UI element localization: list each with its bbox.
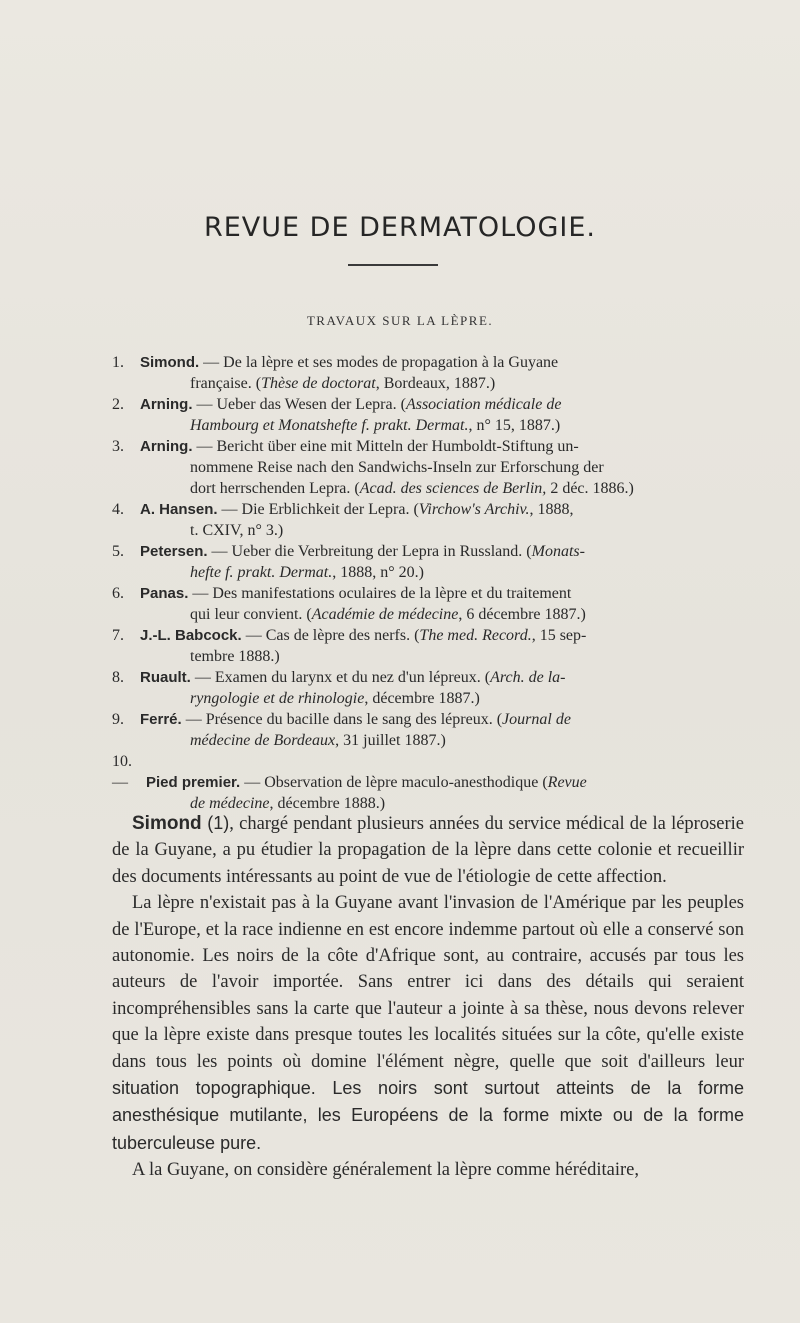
footnote-ref: (1) bbox=[201, 813, 230, 833]
ref-text: — Présence du bacille dans le sang des lépreux. ( bbox=[185, 711, 503, 728]
ref-author: Petersen. bbox=[140, 543, 208, 560]
ref-author: Panas. bbox=[140, 585, 189, 602]
ref-number: 7. bbox=[112, 627, 124, 644]
reference-list bbox=[112, 352, 744, 814]
ref-source: de médecine bbox=[190, 795, 270, 812]
ref-source: Revue bbox=[547, 774, 587, 791]
reference-item bbox=[112, 499, 744, 541]
ref-number: 2. bbox=[112, 396, 124, 413]
paragraph bbox=[112, 890, 744, 1157]
ref-author: A. Hansen. bbox=[140, 501, 218, 518]
reference-item bbox=[112, 751, 744, 814]
ref-author: Ferré. bbox=[140, 711, 182, 728]
ref-text: dort herrschenden Lepra. ( bbox=[190, 480, 360, 497]
ref-number: 6. bbox=[112, 585, 124, 602]
paragraph-text: La lèpre n'existait pas à la Guyane avant l'invasion de l'Amérique par les peuples de l'Europe, et la race indienne en est encore indemme partout où elle a conservé son autonomie. Les noirs de la côte d'Afrique sont, au contraire, accusés par tous les auteurs de l'avoir importée. Sans entrer ici dans des détails qui seraient incompréhensibles sans la carte que l'auteur a jointe à sa thèse, nous devons relever que la lèpre existe dans presque toutes les localités situées sur la côte, qu'elle existe dans tous les points où domine l'élément nègre, quelle que soit d'ailleurs leur bbox=[112, 893, 744, 1072]
ref-author: J.-L. Babcock. bbox=[140, 627, 242, 644]
reference-item bbox=[112, 709, 744, 751]
paragraph bbox=[112, 810, 744, 890]
ref-text: t. CXIV, n° 3.) bbox=[190, 522, 284, 539]
ref-number: 4. bbox=[112, 501, 124, 518]
ref-text: — Ueber die Verbreitung der Lepra in Russland. ( bbox=[211, 543, 532, 560]
reference-item bbox=[112, 352, 744, 394]
ref-text: — Des manifestations oculaires de la lèpre et du traitement bbox=[192, 585, 572, 602]
ref-source: Arch. de la- bbox=[490, 669, 566, 686]
ref-source: médecine de Bordeaux bbox=[190, 732, 336, 749]
ref-text: , 15 sep- bbox=[531, 627, 587, 644]
journal-title: REVUE DE DERMATOLOGIE. bbox=[203, 212, 596, 243]
ref-source: Thèse de doctorat bbox=[261, 375, 376, 392]
ref-text: qui leur convient. ( bbox=[190, 606, 312, 623]
author-name: Simond bbox=[132, 813, 202, 834]
ref-source: Virchow's Archiv. bbox=[418, 501, 530, 518]
ref-text: — Bericht über eine mit Mitteln der Humboldt-Stiftung un- bbox=[196, 438, 579, 455]
paragraph-text: , chargé pendant plusieurs années du service médical de la léproserie de la Guyane, a pu étudier la propagation de la lèpre dans cette colonie et recueillir des documents intéressants au point de vue de l'étiologie de cette affection. bbox=[112, 814, 745, 887]
ref-author: Simond. bbox=[140, 354, 200, 371]
reference-item bbox=[112, 667, 744, 709]
ref-source: Association médicale de bbox=[405, 396, 562, 413]
paragraph bbox=[112, 1157, 744, 1183]
ref-source: The med. Record. bbox=[419, 627, 532, 644]
paragraph-text: A la Guyane, on considère généralement la lèpre comme héréditaire, bbox=[132, 1160, 639, 1181]
ref-number: 10.— bbox=[112, 753, 132, 791]
ref-author: Ruault. bbox=[140, 669, 191, 686]
ref-source: Monats- bbox=[531, 543, 585, 560]
ref-source: Acad. des sciences de Berlin, bbox=[359, 480, 547, 497]
ref-text: française. ( bbox=[190, 375, 262, 392]
ref-text: — Die Erblichkeit der Lepra. ( bbox=[221, 501, 419, 518]
ref-source: ryngologie et de rhinologie bbox=[190, 690, 365, 707]
ref-source: Académie de médecine bbox=[311, 606, 459, 623]
title-rule bbox=[348, 264, 438, 266]
ref-number: 8. bbox=[112, 669, 124, 686]
ref-number: 3. bbox=[112, 438, 124, 455]
ref-number: 5. bbox=[112, 543, 124, 560]
ref-text: tembre 1888.) bbox=[190, 648, 280, 665]
ref-text: , 31 juillet 1887.) bbox=[335, 732, 446, 749]
ref-author: Arning. bbox=[140, 396, 193, 413]
ref-text: , 6 décembre 1887.) bbox=[458, 606, 586, 623]
reference-item bbox=[112, 625, 744, 667]
ref-text: , n° 15, 1887.) bbox=[468, 417, 561, 434]
reference-item bbox=[112, 394, 744, 436]
ref-text: , décembre 1887.) bbox=[364, 690, 480, 707]
body-text bbox=[112, 810, 744, 1184]
ref-source: hefte f. prakt. Dermat. bbox=[190, 564, 333, 581]
ref-author: Arning. bbox=[140, 438, 193, 455]
paragraph-text: situation topographique. Les noirs sont surtout atteints de la forme anesthésique mutilante, les Européens de la forme mixte ou de la forme tuberculeuse pure. bbox=[112, 1078, 744, 1153]
ref-text: — Cas de lèpre des nerfs. ( bbox=[245, 627, 420, 644]
ref-number: 9. bbox=[112, 711, 124, 728]
ref-number: 1. bbox=[112, 354, 124, 371]
ref-text: — Observation de lèpre maculo-anesthodique ( bbox=[244, 774, 548, 791]
ref-author: Pied premier. bbox=[146, 774, 241, 791]
ref-text: , décembre 1888.) bbox=[269, 795, 386, 812]
ref-text: — De la lèpre et ses modes de propagation à la Guyane bbox=[203, 354, 559, 371]
ref-text: , 1888, n° 20.) bbox=[332, 564, 424, 581]
ref-text: , 1888, bbox=[529, 501, 574, 518]
ref-text: — Ueber das Wesen der Lepra. ( bbox=[196, 396, 406, 413]
reference-item bbox=[112, 541, 744, 583]
ref-text: 2 déc. 1886.) bbox=[546, 480, 634, 497]
ref-source: Journal de bbox=[502, 711, 571, 728]
reference-item bbox=[112, 436, 744, 499]
ref-text: , Bordeaux, 1887.) bbox=[375, 375, 496, 392]
reference-item bbox=[112, 583, 744, 625]
ref-source: Hambourg et Monatshefte f. prakt. Dermat. bbox=[190, 417, 469, 434]
ref-text: nommene Reise nach den Sandwichs-Inseln zur Erforschung der bbox=[190, 459, 604, 476]
ref-text: — Examen du larynx et du nez d'un lépreux. ( bbox=[194, 669, 491, 686]
section-title: TRAVAUX SUR LA LÈPRE. bbox=[306, 313, 494, 328]
